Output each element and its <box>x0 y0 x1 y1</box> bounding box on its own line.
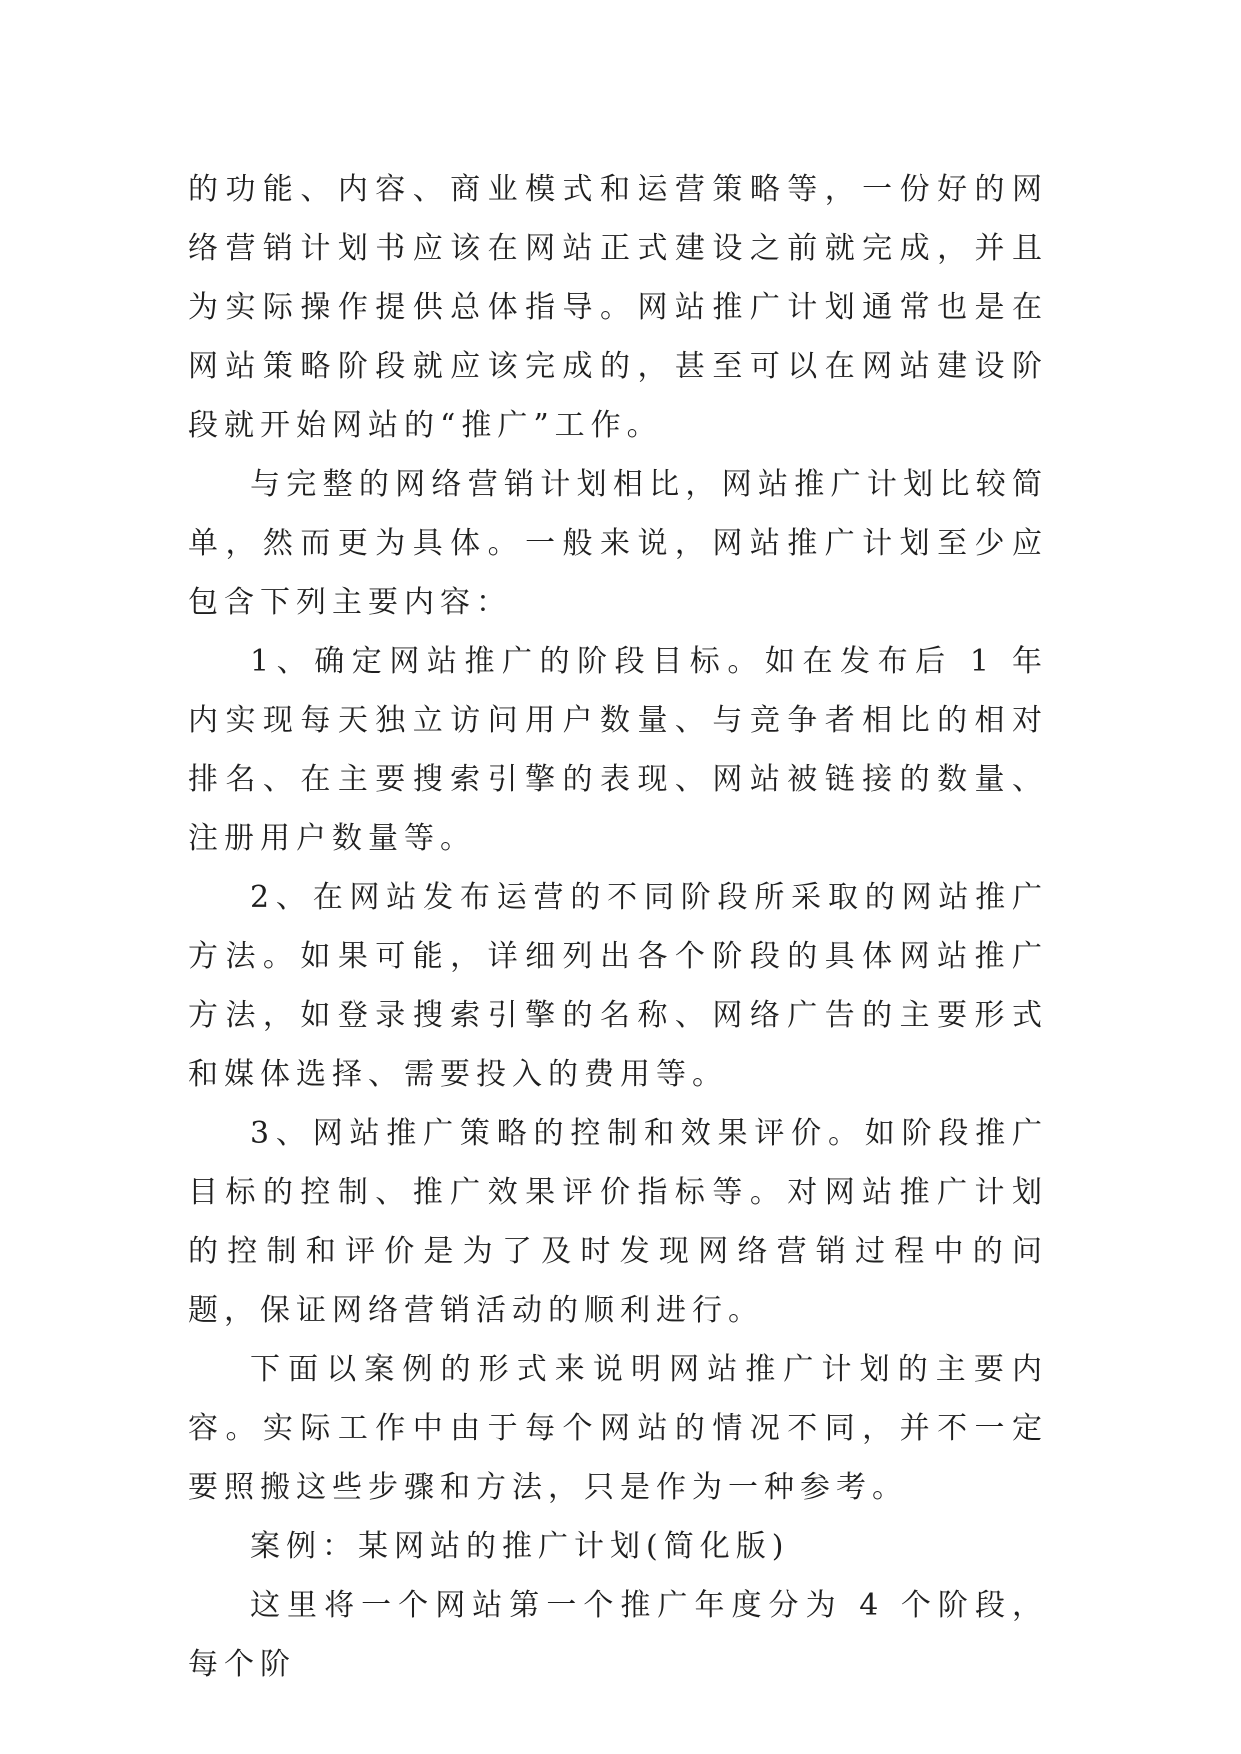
paragraph-item-3: 3、网站推广策略的控制和效果评价。如阶段推广目标的控制、推广效果评价指标等。对网站推广计划的控制和评价是为了及时发现网络营销过程中的问题，保证网络营销活动的顺利进行。 <box>188 1116 1048 1328</box>
paragraph-item-1: 1、确定网站推广的阶段目标。如在发布后 1 年内实现每天独立访问用户数量、与竞争者相比的相对排名、在主要搜索引擎的表现、网站被链接的数量、注册用户数量等。 <box>188 644 1048 856</box>
paragraph-continuation: 的功能、内容、商业模式和运营策略等，一份好的网络营销计划书应该在网站正式建设之前就完成，并且为实际操作提供总体指导。网站推广计划通常也是在网站策略阶段就应该完成的，甚至可以在网站建设阶段就开始网站的“推广”工作。 <box>188 172 1048 443</box>
document-body <box>188 160 1048 1694</box>
paragraph-stages: 这里将一个网站第一个推广年度分为 4 个阶段，每个阶 <box>188 1588 1048 1682</box>
paragraph-case-intro: 下面以案例的形式来说明网站推广计划的主要内容。实际工作中由于每个网站的情况不同，并不一定要照搬这些步骤和方法，只是作为一种参考。 <box>188 1352 1048 1505</box>
paragraph-comparison: 与完整的网络营销计划相比，网站推广计划比较简单，然而更为具体。一般来说，网站推广计划至少应包含下列主要内容： <box>188 467 1048 620</box>
paragraph-item-2: 2、在网站发布运营的不同阶段所采取的网站推广方法。如果可能，详细列出各个阶段的具体网站推广方法，如登录搜索引擎的名称、网络广告的主要形式和媒体选择、需要投入的费用等。 <box>188 880 1048 1092</box>
case-title: 案例：某网站的推广计划(简化版) <box>250 1529 790 1564</box>
